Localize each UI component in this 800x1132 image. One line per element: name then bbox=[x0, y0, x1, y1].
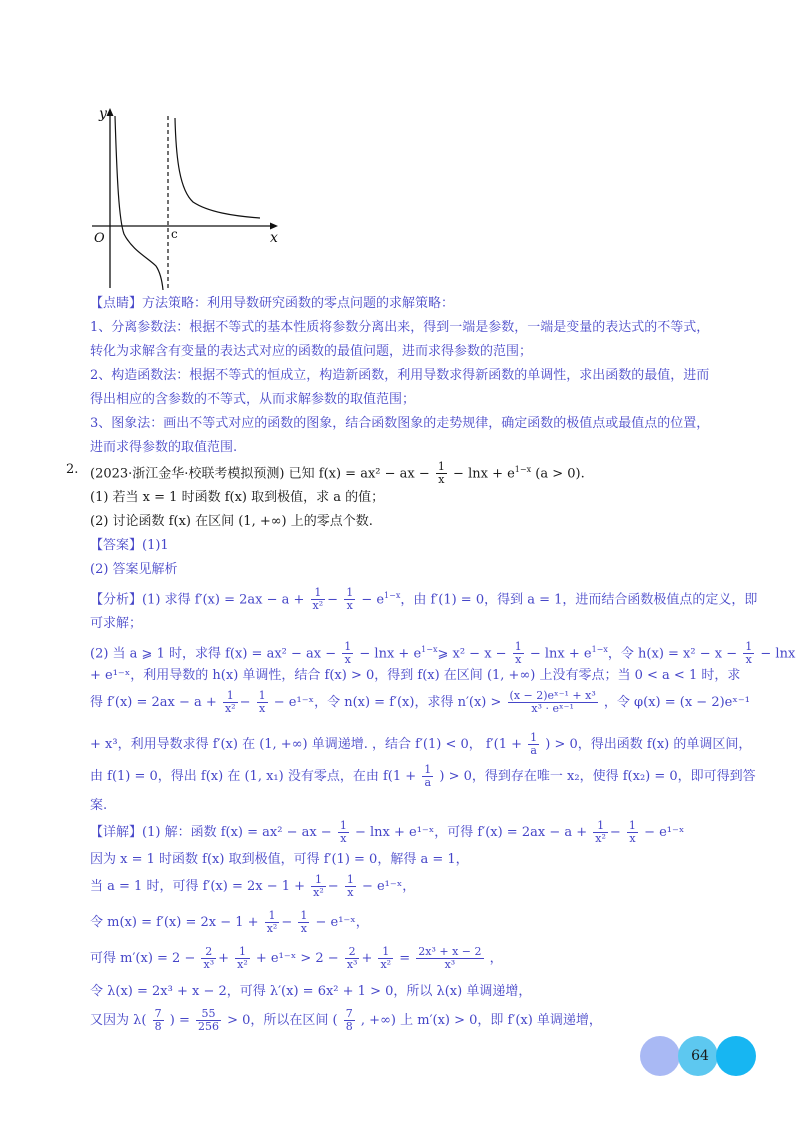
dianjing-line-5: 得出相应的含参数的不等式，从而求解参数的取值范围； bbox=[90, 392, 416, 407]
fenxi-line-6: + x³，利用导数求得 f′(x) 在 (1, +∞) 单调递增. ，结合 f′(1) < 0， f′(1 + $\frac{1}{a}$ ) > 0，得出函数 f(x) 的单调区间， bbox=[90, 731, 752, 757]
xiangjie-line-6: 令 λ(x) = 2x³ + x − 2，可得 λ′(x) = 6x² + 1 > 0，所以 λ(x) 单调递增， bbox=[90, 984, 532, 999]
dianjing-line-4: 2、构造函数法：根据不等式的恒成立，构造新函数，利用导数求得新函数的单调性，求出函数的最值，进而 bbox=[90, 368, 710, 383]
fenxi-line-7: 由 f(1) = 0，得出 f(x) 在 (1, x₁) 没有零点，在由 f(1 + $\frac{1}{a}$ ) > 0，得到存在唯一 x₂，使得 f(x₂) = 0，即可得到答 bbox=[90, 763, 756, 789]
xiangjie-line-4: 令 m(x) = f′(x) = 2x − 1 + $\frac{1}{\text{x²}}$ − $\frac{1}{x}$ − e¹⁻ˣ， bbox=[90, 909, 369, 935]
fenxi-line-3: (2) 当 a ⩾ 1 时，求得 f(x) = ax² − ax − $\frac{1}{x}$ − $\ln x + e^{1-x}⩾$ x² − x − $\frac{1}{x}$ − $\ln x + e^{1-x}$，令 h(x) = x² − x − $\frac{1}{x}$ − lnx bbox=[90, 640, 796, 667]
frac-1-over-x: $\frac{1}{x}$ bbox=[437, 460, 445, 487]
xiangjie-line-3: 当 a = 1 时，可得 f′(x) = 2x − 1 + $\frac{1}{\text{x²}}$ − $\frac{1}{x}$ − e¹⁻ˣ， bbox=[90, 873, 416, 899]
fenxi-tag: 【分析】 bbox=[90, 592, 143, 608]
answer-line-1: 【答案】(1)1 bbox=[90, 538, 169, 553]
c-label: c bbox=[171, 227, 178, 241]
y-axis-label: y bbox=[99, 106, 107, 122]
question-number: 2. bbox=[66, 462, 79, 477]
xiangjie-line-7: 又因为 λ( $\frac{7}{8}$ ) = $\frac{55}{256}$ > 0，所以在区间 ( $\frac{7}{8}$ , +∞) 上 m′(x) > 0，即 f′(x) 单调递增， bbox=[90, 1007, 602, 1033]
page-dot-right bbox=[716, 1036, 756, 1076]
page-dot-left bbox=[640, 1036, 680, 1076]
answer-line-2: (2) 答案见解析 bbox=[90, 562, 178, 577]
question-part-1: (1) 若当 x = 1 时函数 f(x) 取到极值，求 a 的值； bbox=[90, 490, 385, 505]
x-axis-arrow bbox=[270, 223, 278, 230]
y-axis-arrow bbox=[107, 108, 114, 116]
question-stem: (2023·浙江金华·校联考模拟预测) 已知 f(x) = ax² − ax − $\frac{1}{x}$ − $\ln x + e^{1-x}$ (a > 0). bbox=[90, 460, 585, 487]
xiangjie-line-5: 可得 m′(x) = 2 − $\frac{2}{\text{x³}}$ + $\frac{1}{\text{x²}}$ + e¹⁻ˣ > 2 − $\frac{2}{\text{x³}}$ + $\frac{1}{\text{x²}}$ = $\frac{\text{2x³ + x − 2}}{\text{x³}}$ ， bbox=[90, 945, 503, 971]
dianjing-line-1: 【点睛】方法策略：利用导数研究函数的零点问题的求解策略： bbox=[90, 296, 455, 311]
fenxi-line-1: 【分析】(1) 求得 f′(x) = 2ax − a + $\frac{1}{\text{x²}}$ − $\frac{1}{x}$ − $e^{1-x}$，由 f′(1) = 0，得到 a = 1，进而结合函数极值点的定义，即 bbox=[90, 586, 758, 613]
x-axis-label: x bbox=[270, 230, 278, 246]
left-branch-curve bbox=[115, 116, 163, 290]
fenxi-line-5: 得 f′(x) = 2ax − a + $\frac{1}{\text{x²}}$ − $\frac{1}{x}$ − e¹⁻ˣ，令 n(x) = f′(x)，求得 n′(x) > $\frac{\text{(x − 2)eˣ⁻¹ + x³}}{\text{x³ · eˣ⁻¹}}$ ，令 φ(x) = (x − 2)eˣ⁻¹ bbox=[90, 689, 750, 715]
dianjing-line-2: 1、分离参数法：根据不等式的基本性质将参数分离出来，得到一端是参数，一端是变量的表达式的不等式， bbox=[90, 320, 710, 335]
function-graph bbox=[88, 100, 288, 296]
fenxi-line-8: 案. bbox=[90, 798, 108, 813]
page-badge bbox=[640, 1036, 760, 1076]
origin-label: O bbox=[94, 231, 105, 246]
answer-tag: 【答案】 bbox=[90, 538, 143, 553]
question-part-2: (2) 讨论函数 f(x) 在区间 (1, +∞) 上的零点个数. bbox=[90, 514, 373, 529]
dianjing-line-7: 进而求得参数的取值范围. bbox=[90, 440, 238, 455]
xiangjie-line-1: 【详解】(1) 解：函数 f(x) = ax² − ax − $\frac{1}{x}$ − lnx + e¹⁻ˣ，可得 f′(x) = 2ax − a + $\frac{1}{\text{x²}}$ − $\frac{1}{x}$ − e¹⁻ˣ bbox=[90, 819, 685, 845]
dianjing-line-6: 3、图象法：画出不等式对应的函数的图象，结合函数图象的走势规律，确定函数的极值点或最值点的位置， bbox=[90, 416, 710, 431]
page-number: 64 bbox=[691, 1048, 709, 1064]
fenxi-line-4: + e¹⁻ˣ，利用导数的 h(x) 单调性，结合 f(x) > 0，得到 f(x) 在区间 (1, +∞) 上没有零点；当 0 < a < 1 时，求 bbox=[90, 668, 741, 683]
right-branch-curve bbox=[175, 118, 260, 218]
xiangjie-tag: 【详解】 bbox=[90, 825, 143, 840]
dianjing-tag: 【点睛】 bbox=[90, 296, 143, 311]
fenxi-line-2: 可求解； bbox=[90, 616, 143, 631]
xiangjie-line-2: 因为 x = 1 时函数 f(x) 取到极值，可得 f′(1) = 0，解得 a = 1， bbox=[90, 852, 469, 867]
dianjing-line-3: 转化为求解含有变量的表达式对应的函数的最值问题，进而求得参数的范围； bbox=[90, 344, 533, 359]
